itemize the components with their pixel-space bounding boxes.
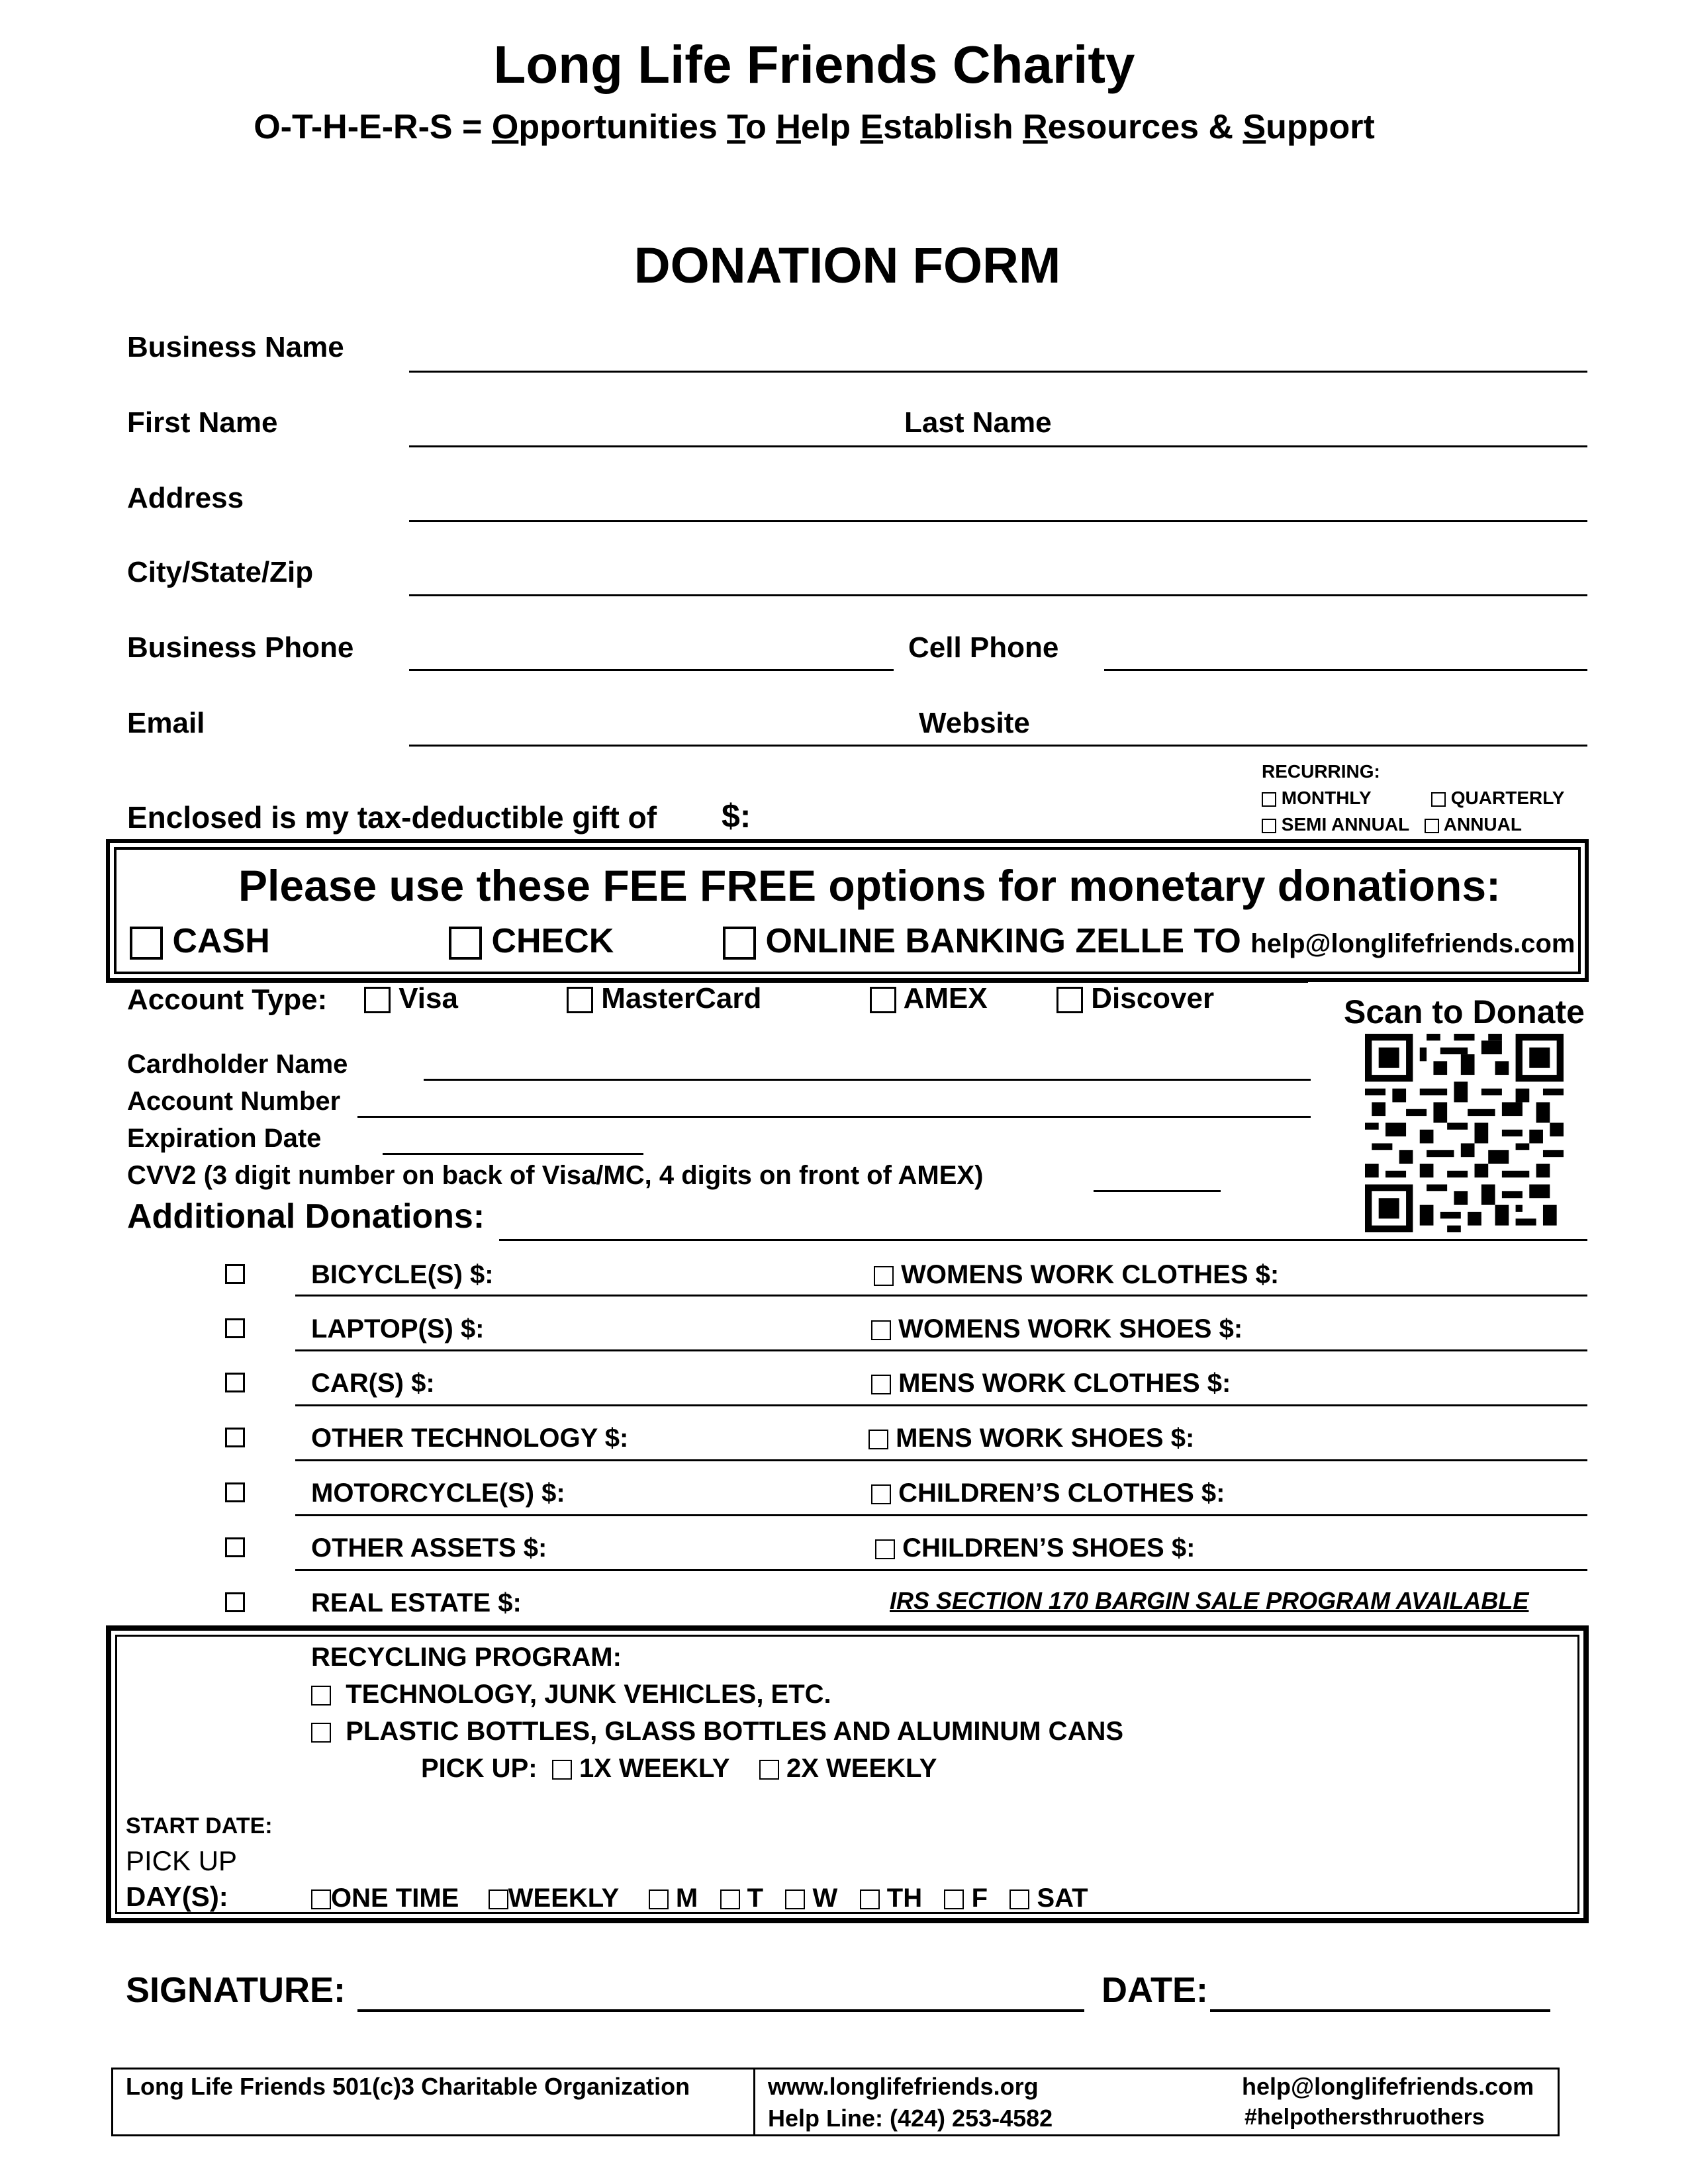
- donation-row-rule: [295, 1349, 1587, 1351]
- left-checkbox[interactable]: [225, 1373, 245, 1392]
- expiration-field[interactable]: [383, 1153, 643, 1155]
- recycling-option-label: PLASTIC BOTTLES, GLASS BOTTLES AND ALUMINUM CANS: [346, 1717, 1124, 1746]
- checkbox-icon[interactable]: [1262, 792, 1276, 807]
- recurring-option-label: SEMI ANNUAL: [1281, 814, 1410, 835]
- acronym-letter: H: [776, 108, 801, 146]
- left-checkbox[interactable]: [225, 1264, 245, 1284]
- mastercard-option[interactable]: [567, 982, 761, 1015]
- day-option-label: ONE TIME: [331, 1884, 459, 1913]
- day-option-label: W: [812, 1884, 838, 1913]
- discover-label: Discover: [1091, 982, 1215, 1015]
- left-checkbox[interactable]: [225, 1318, 245, 1338]
- checkbox-icon[interactable]: [1431, 792, 1446, 807]
- date-field[interactable]: [1210, 2009, 1550, 2012]
- donation-item-right[interactable]: [875, 1533, 1195, 1563]
- donation-item-right[interactable]: [871, 1369, 1231, 1398]
- checkbox-icon[interactable]: [868, 1430, 888, 1449]
- recurring-quarterly[interactable]: [1431, 788, 1564, 809]
- fee-free-heading: Please use these FEE FREE options for monetary donations:: [238, 861, 1501, 910]
- donation-item-label: OTHER ASSETS $:: [311, 1533, 547, 1563]
- visa-option[interactable]: [364, 982, 458, 1015]
- check-label: CHECK: [491, 922, 614, 960]
- cash-option[interactable]: [130, 921, 270, 961]
- donation-item-label: LAPTOP(S) $:: [311, 1314, 485, 1343]
- acronym-word: pportunities: [518, 108, 727, 146]
- donation-item-right[interactable]: [871, 1314, 1243, 1344]
- donation-item-label: WOMENS WORK CLOTHES $:: [901, 1260, 1280, 1289]
- checkbox-icon[interactable]: [552, 1760, 572, 1780]
- pickup-2x-label: 2X WEEKLY: [786, 1754, 937, 1783]
- footer-org: Long Life Friends 501(c)3 Charitable Organization: [126, 2073, 690, 2100]
- zelle-email: help@longlifefriends.com: [1250, 929, 1575, 958]
- donation-item-label: REAL ESTATE $:: [311, 1588, 522, 1617]
- checkbox-icon[interactable]: [871, 1320, 891, 1340]
- checkbox-icon[interactable]: [871, 1484, 891, 1504]
- day-option-label: T: [747, 1884, 764, 1913]
- donation-item-label: MENS WORK CLOTHES $:: [898, 1369, 1231, 1398]
- acronym-letter: R: [1023, 108, 1048, 146]
- donation-row-rule: [295, 1404, 1587, 1406]
- zelle-option[interactable]: [723, 921, 1575, 961]
- gift-currency: $:: [722, 797, 751, 835]
- pickup-days-options: [311, 1884, 1088, 1913]
- org-name: Long Life Friends Charity: [493, 35, 1135, 94]
- donation-item-right[interactable]: [868, 1424, 1194, 1453]
- date-label: DATE:: [1102, 1970, 1208, 2010]
- checkbox-icon[interactable]: [723, 927, 756, 960]
- acronym-word: elp: [800, 108, 861, 146]
- left-checkbox[interactable]: [225, 1482, 245, 1502]
- first-name-label: First Name: [127, 406, 278, 439]
- acronym-word: o: [745, 108, 776, 146]
- cvv-label: CVV2 (3 digit number on back of Visa/MC, 4 digits on front of AMEX): [127, 1161, 984, 1190]
- checkbox-icon[interactable]: [1262, 819, 1276, 833]
- acronym-letter: T: [727, 108, 746, 146]
- footer-hashtag: #helpothersthruothers: [1244, 2105, 1485, 2130]
- pickup-days-label-line1: PICK UP: [126, 1845, 238, 1876]
- donation-row-rule: [295, 1295, 1587, 1297]
- cardholder-label: Cardholder Name: [127, 1050, 348, 1079]
- amex-label: AMEX: [903, 982, 988, 1015]
- acronym-word: upport: [1266, 108, 1375, 146]
- recycling-option-label: TECHNOLOGY, JUNK VEHICLES, ETC.: [346, 1680, 831, 1709]
- acronym-word: esources &: [1047, 108, 1243, 146]
- acronym-letter: S: [1243, 108, 1266, 146]
- checkbox-icon[interactable]: [225, 1482, 245, 1502]
- day-option-label: M: [675, 1884, 698, 1913]
- checkbox-icon[interactable]: [225, 1592, 245, 1612]
- visa-label: Visa: [399, 982, 458, 1015]
- donation-item-label: CHILDREN’S CLOTHES $:: [898, 1479, 1225, 1508]
- pickup-1x-label: 1X WEEKLY: [579, 1754, 730, 1783]
- amex-option[interactable]: [870, 982, 988, 1015]
- donation-row-rule: [295, 1459, 1587, 1461]
- cardholder-field[interactable]: [424, 1079, 1311, 1081]
- discover-option[interactable]: [1056, 982, 1214, 1015]
- qr-code-icon[interactable]: [1365, 1034, 1564, 1232]
- email-label: Email: [127, 707, 205, 739]
- city-state-zip-field[interactable]: [409, 594, 1587, 596]
- cell-phone-field[interactable]: [1104, 669, 1587, 671]
- account-number-field[interactable]: [357, 1116, 1311, 1118]
- footer-helpline: Help Line: (424) 253-4582: [768, 2105, 1053, 2132]
- checkbox-icon[interactable]: [874, 1266, 894, 1286]
- expiration-label: Expiration Date: [127, 1124, 322, 1153]
- checkbox-icon[interactable]: [225, 1264, 245, 1284]
- business-phone-label: Business Phone: [127, 631, 354, 664]
- signature-label: SIGNATURE:: [126, 1970, 346, 2010]
- left-checkbox[interactable]: [225, 1428, 245, 1447]
- address-field[interactable]: [409, 520, 1587, 522]
- name-field[interactable]: [409, 445, 1587, 447]
- donation-item-label: BICYCLE(S) $:: [311, 1260, 494, 1289]
- checkbox-icon[interactable]: [759, 1760, 779, 1780]
- checkbox-icon[interactable]: [875, 1539, 895, 1559]
- last-name-label: Last Name: [904, 406, 1052, 439]
- recurring-option-label: QUARTERLY: [1450, 788, 1565, 808]
- checkbox-icon[interactable]: [311, 1889, 331, 1909]
- recurring-option-label: MONTHLY: [1281, 788, 1372, 808]
- address-label: Address: [127, 482, 244, 514]
- donation-item-right[interactable]: [874, 1260, 1279, 1290]
- scan-to-donate-label: Scan to Donate: [1344, 993, 1585, 1030]
- checkbox-icon[interactable]: [311, 1686, 331, 1706]
- recurring-label: RECURRING:: [1262, 761, 1380, 782]
- business-phone-field[interactable]: [409, 669, 894, 671]
- recurring-annual[interactable]: [1425, 814, 1522, 835]
- recycling-option-technology[interactable]: [311, 1680, 831, 1709]
- day-option-label: WEEKLY: [508, 1884, 620, 1913]
- checkbox-icon[interactable]: [1009, 1889, 1029, 1909]
- checkbox-icon[interactable]: [130, 927, 163, 960]
- city-state-zip-label: City/State/Zip: [127, 556, 314, 588]
- cash-label: CASH: [172, 922, 270, 960]
- start-date-label: START DATE:: [126, 1813, 273, 1839]
- mastercard-label: MasterCard: [601, 982, 762, 1015]
- checkbox-icon[interactable]: [944, 1889, 964, 1909]
- donation-item-label: CHILDREN’S SHOES $:: [902, 1533, 1196, 1563]
- pickup-label: PICK UP:: [421, 1754, 538, 1783]
- checkbox-icon[interactable]: [785, 1889, 805, 1909]
- checkbox-icon[interactable]: [870, 987, 896, 1013]
- checkbox-icon[interactable]: [489, 1889, 508, 1909]
- footer-divider: [753, 2068, 755, 2136]
- pickup-days-label-line2: DAY(S):: [126, 1881, 228, 1912]
- business-name-field[interactable]: [409, 371, 1587, 373]
- email-website-field[interactable]: [409, 745, 1587, 747]
- form-title: DONATION FORM: [633, 238, 1061, 294]
- checkbox-icon[interactable]: [720, 1889, 740, 1909]
- checkbox-icon[interactable]: [449, 927, 482, 960]
- day-option-label: SAT: [1037, 1884, 1088, 1913]
- left-checkbox[interactable]: [225, 1537, 245, 1557]
- checkbox-icon[interactable]: [567, 987, 593, 1013]
- donation-row-rule: [295, 1569, 1587, 1571]
- checkbox-icon[interactable]: [225, 1428, 245, 1447]
- checkbox-icon[interactable]: [649, 1889, 669, 1909]
- account-type-label: Account Type:: [127, 983, 328, 1016]
- donation-item-label: MOTORCYCLE(S) $:: [311, 1479, 565, 1508]
- donation-item-label: OTHER TECHNOLOGY $:: [311, 1424, 629, 1453]
- additional-donations-heading: Additional Donations:: [127, 1197, 485, 1236]
- acronym-prefix: O-T-H-E-R-S =: [254, 108, 492, 146]
- recurring-option-label: ANNUAL: [1443, 814, 1522, 835]
- recycling-option-bottles[interactable]: [311, 1717, 1123, 1747]
- checkbox-icon[interactable]: [311, 1723, 331, 1743]
- recycling-heading: RECYCLING PROGRAM:: [311, 1643, 622, 1672]
- checkbox-icon[interactable]: [364, 987, 391, 1013]
- left-checkbox[interactable]: [225, 1592, 245, 1612]
- donation-item-label: WOMENS WORK SHOES $:: [898, 1314, 1243, 1343]
- irs-note: IRS SECTION 170 BARGIN SALE PROGRAM AVAILABLE: [890, 1587, 1529, 1614]
- footer-email[interactable]: help@longlifefriends.com: [1242, 2073, 1534, 2100]
- checkbox-icon[interactable]: [1056, 987, 1083, 1013]
- additional-heading-rule: [499, 1239, 1587, 1241]
- day-option-label: F: [971, 1884, 988, 1913]
- donation-item-right[interactable]: [871, 1479, 1225, 1508]
- check-option[interactable]: [449, 921, 614, 961]
- recurring-monthly[interactable]: [1262, 788, 1372, 809]
- acronym-letter: E: [860, 108, 884, 146]
- acronym-word: stablish: [883, 108, 1023, 146]
- footer-website[interactable]: www.longlifefriends.org: [768, 2073, 1039, 2100]
- cvv-field[interactable]: [1094, 1190, 1221, 1192]
- website-label: Website: [919, 707, 1030, 739]
- day-option-label: TH: [886, 1884, 923, 1913]
- acronym-letter: O: [491, 108, 519, 146]
- business-name-label: Business Name: [127, 331, 344, 363]
- donation-item-label: MENS WORK SHOES $:: [896, 1424, 1195, 1453]
- acronym-line: [0, 107, 1628, 147]
- gift-label: Enclosed is my tax-deductible gift of: [127, 800, 657, 835]
- donation-item-label: CAR(S) $:: [311, 1369, 435, 1398]
- checkbox-icon[interactable]: [225, 1318, 245, 1338]
- cell-phone-label: Cell Phone: [908, 631, 1059, 664]
- zelle-label: ONLINE BANKING ZELLE TO: [765, 922, 1241, 960]
- pickup-frequency: [421, 1754, 937, 1784]
- checkbox-icon[interactable]: [225, 1537, 245, 1557]
- checkbox-icon[interactable]: [871, 1375, 891, 1394]
- signature-field[interactable]: [357, 2009, 1084, 2012]
- recurring-semi-annual[interactable]: [1262, 814, 1409, 835]
- account-number-label: Account Number: [127, 1087, 341, 1116]
- checkbox-icon[interactable]: [225, 1373, 245, 1392]
- checkbox-icon[interactable]: [1425, 819, 1439, 833]
- checkbox-icon[interactable]: [860, 1889, 880, 1909]
- donation-row-rule: [295, 1514, 1587, 1516]
